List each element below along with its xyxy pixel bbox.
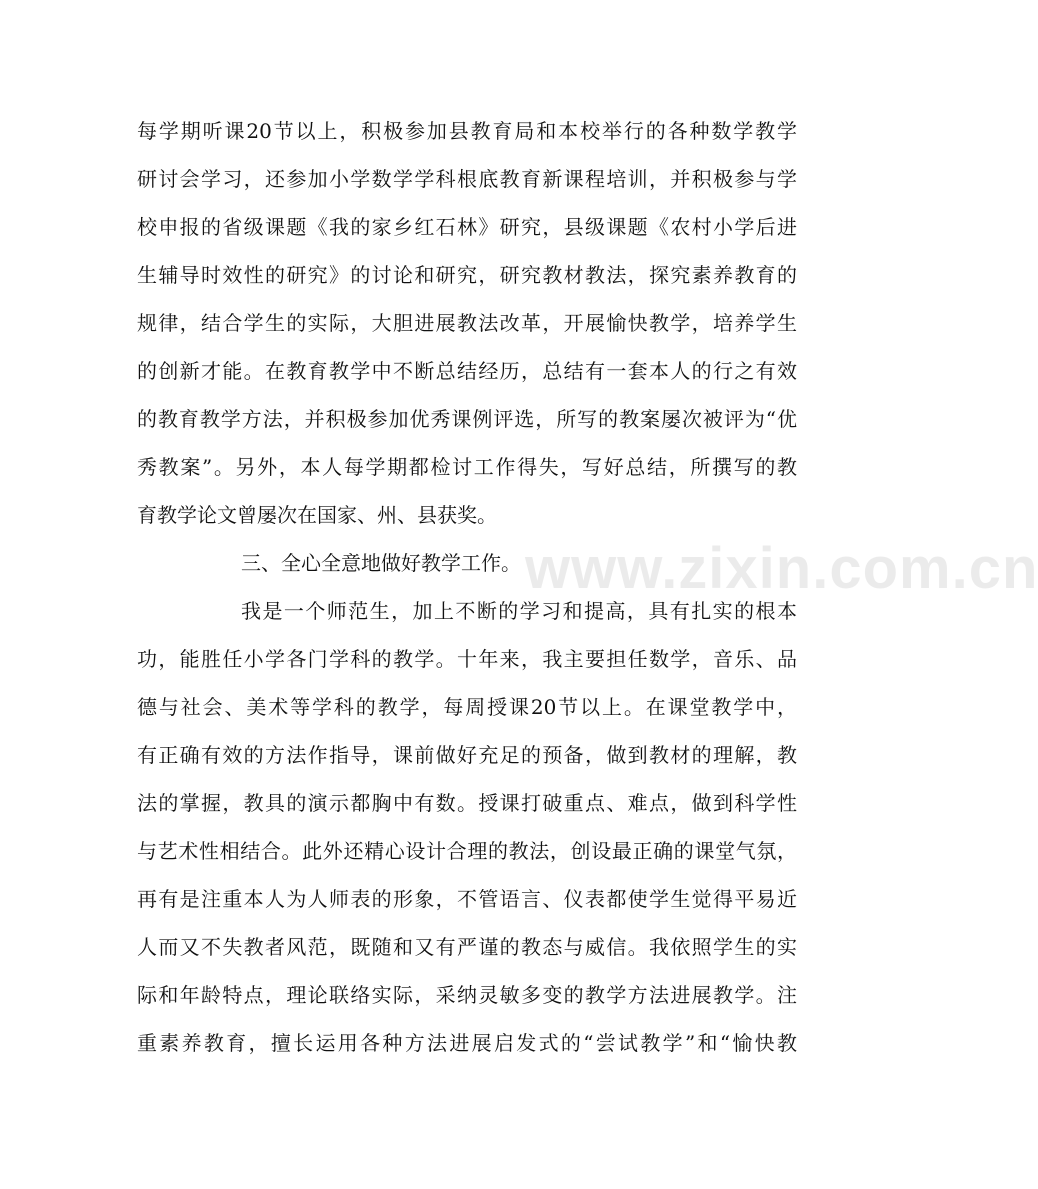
paragraph-line: 有正确有效的方法作指导，课前做好充足的预备，做到教材的理解，教 [137,743,797,767]
paragraph-line: 育教学论文曾屡次在国家、州、县获奖。 [137,503,497,527]
paragraph-line: 再有是注重本人为人师表的形象，不管语言、仪表都使学生觉得平易近 [137,887,797,911]
paragraph-line: 际和年龄特点，理论联络实际，采纳灵敏多变的教学方法进展教学。注 [137,983,797,1007]
paragraph-line: 的教育教学方法，并积极参加优秀课例评选，所写的教案屡次被评为“优 [137,407,797,431]
paragraph-line: 秀教案”。另外，本人每学期都检讨工作得失，写好总结，所撰写的教 [137,455,797,479]
section-heading: 三、全心全意地做好教学工作。 [241,551,521,575]
paragraph-line: 生辅导时效性的研究》的讨论和研究，研究教材教法，探究素养教育的 [137,263,797,287]
paragraph-line: 校申报的省级课题《我的家乡红石林》研究，县级课题《农村小学后进 [137,215,797,239]
paragraph-line: 每学期听课20节以上，积极参加县教育局和本校举行的各种数学教学 [137,119,797,143]
watermark-text: www.zixin.com.cn [525,536,1038,601]
paragraph-line: 与艺术性相结合。此外还精心设计合理的教法，创设最正确的课堂气氛， [137,839,797,863]
paragraph-line: 重素养教育，擅长运用各种方法进展启发式的“尝试教学”和“愉快教 [137,1031,797,1055]
paragraph-line: 法的掌握，教具的演示都胸中有数。授课打破重点、难点，做到科学性 [137,791,797,815]
paragraph-line: 研讨会学习，还参加小学数学学科根底教育新课程培训，并积极参与学 [137,167,797,191]
paragraph-line: 我是一个师范生，加上不断的学习和提高，具有扎实的根本 [241,599,797,623]
paragraph-line: 人而又不失教者风范，既随和又有严谨的教态与威信。我依照学生的实 [137,935,797,959]
paragraph-line: 规律，结合学生的实际，大胆进展教法改革，开展愉快教学，培养学生 [137,311,797,335]
paragraph-line: 功，能胜任小学各门学科的教学。十年来，我主要担任数学，音乐、品 [137,647,797,671]
paragraph-line: 的创新才能。在教育教学中不断总结经历，总结有一套本人的行之有效 [137,359,797,383]
paragraph-line: 德与社会、美术等学科的教学，每周授课20节以上。在课堂教学中， [137,695,797,719]
